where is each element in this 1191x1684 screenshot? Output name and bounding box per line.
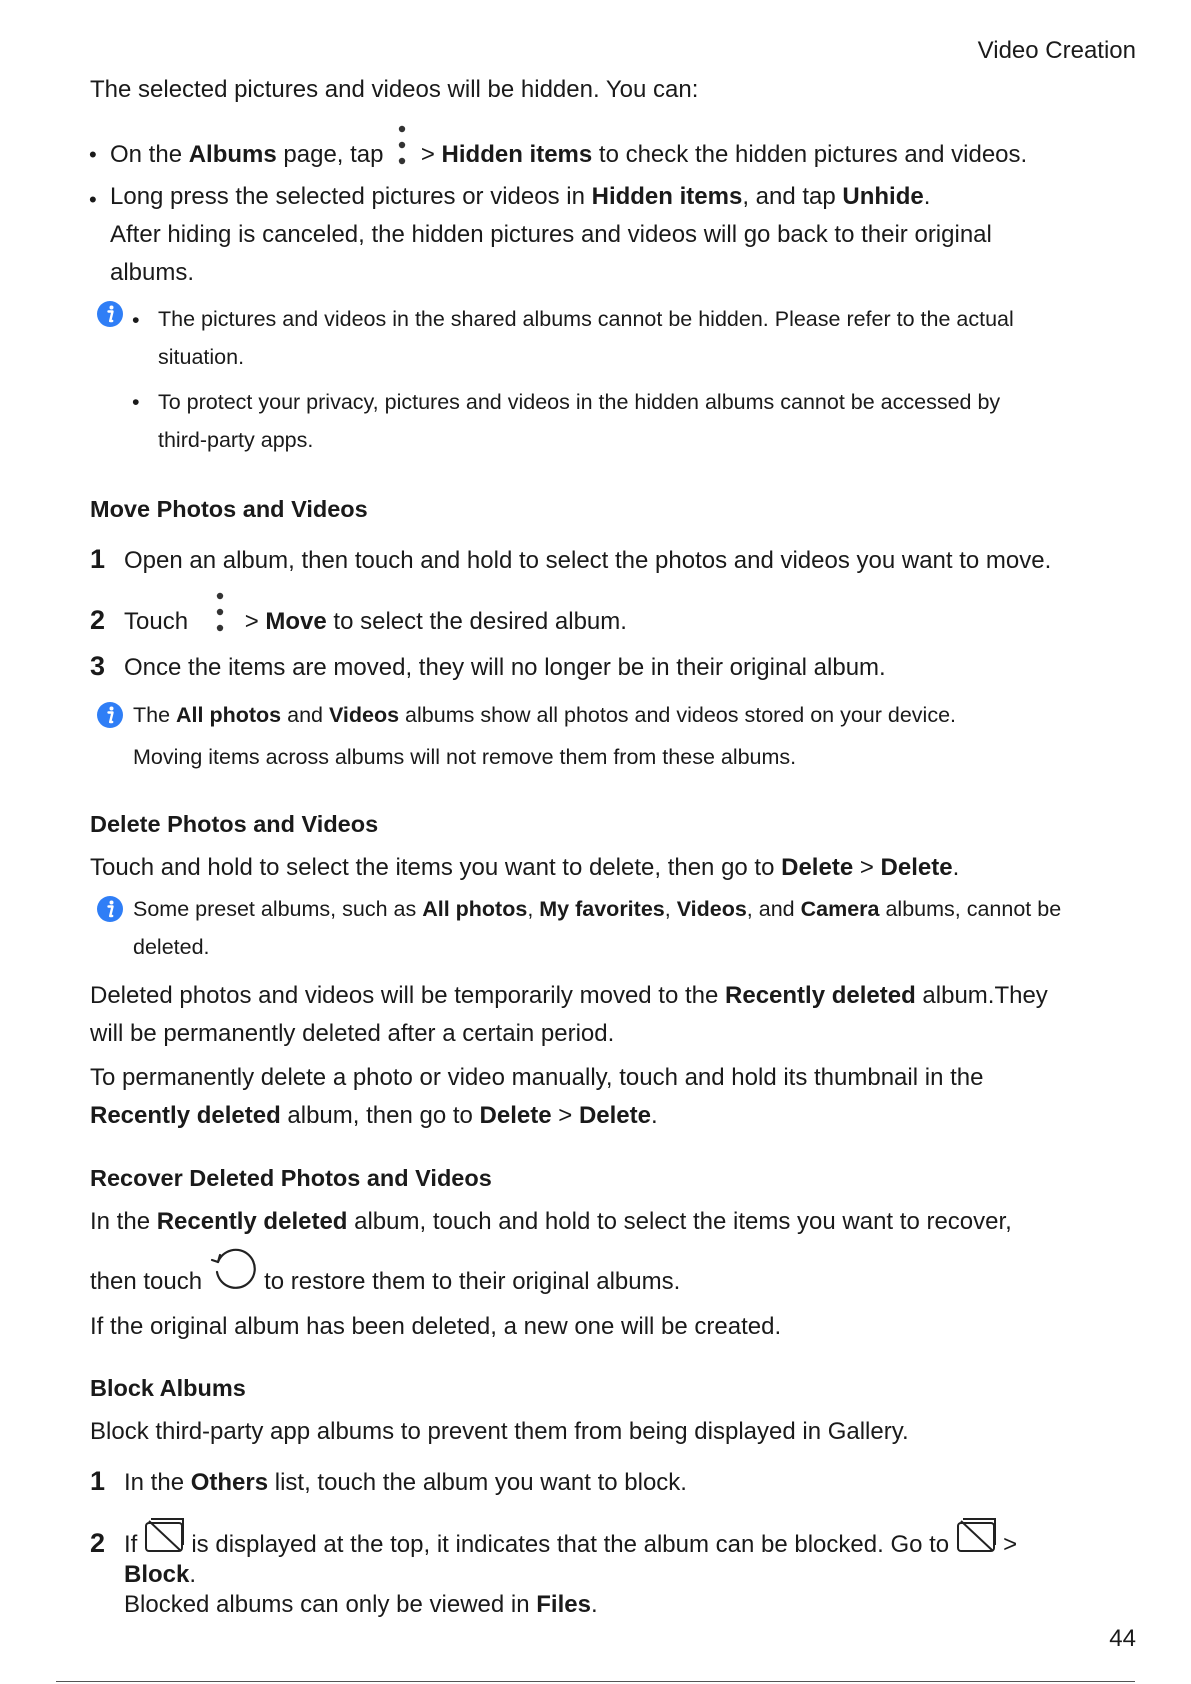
step-number: 1 (90, 544, 106, 574)
hide-bullet-2 (110, 182, 930, 212)
bullet-dot: • (89, 187, 97, 212)
all-photos-term: All photos (176, 703, 282, 727)
hidden-items-term: Hidden items (591, 183, 743, 210)
delete-term: Delete (781, 854, 854, 881)
unhide-term: Unhide (842, 183, 924, 210)
move-step-2 (124, 607, 627, 638)
text-run: The (133, 703, 177, 727)
all-photos-term: All photos (422, 897, 528, 921)
text-run: then touch (90, 1268, 203, 1295)
note-bullet-dot: • (132, 308, 140, 332)
section-heading-block: Block Albums (90, 1375, 246, 1401)
delete-term: Delete (479, 1102, 552, 1129)
block-step-2-note (124, 1590, 598, 1620)
recently-deleted-term: Recently deleted (156, 1208, 348, 1235)
text-run: to check the hidden pictures and videos. (592, 141, 1028, 168)
recently-deleted-term: Recently deleted (725, 982, 916, 1009)
block-step-1 (124, 1468, 687, 1498)
move-step-1: Open an album, then touch and hold to select the photos and videos you want to move. (124, 547, 1052, 574)
others-term: Others (190, 1469, 269, 1496)
info-icon (96, 895, 124, 923)
recently-deleted-term: Recently deleted (90, 1102, 281, 1129)
hide-note-2: To protect your privacy, pictures and videos in the hidden albums cannot be accessed by (158, 390, 1001, 414)
text-run: Touch (124, 608, 189, 635)
recover-line-1 (90, 1207, 1012, 1237)
hide-note-2-continued: third-party apps. (158, 428, 314, 452)
text-run: album, then go to (280, 1102, 480, 1129)
text-run: , (527, 897, 540, 921)
info-icon (96, 701, 124, 729)
text-run: is displayed at the top, it indicates that the album can be blocked. Go to (191, 1531, 950, 1558)
move-term: Move (265, 608, 327, 635)
text-run: Touch and hold to select the items you want to delete, then go to (90, 854, 782, 881)
text-run: Some preset albums, such as (133, 897, 423, 921)
hide-intro: The selected pictures and videos will be hidden. You can: (90, 76, 699, 103)
bullet-dot: • (89, 142, 97, 167)
text-run: albums show all photos and videos stored on your device. (399, 703, 957, 727)
text-run: In the (90, 1208, 157, 1235)
text-run: album.They (915, 982, 1048, 1009)
section-heading-delete: Delete Photos and Videos (90, 811, 379, 837)
block-icon (143, 1515, 187, 1555)
hide-bullet-2-continued: After hiding is canceled, the hidden pictures and videos will go back to their original (110, 221, 992, 248)
step-number: 2 (90, 1528, 106, 1558)
block-step-2-continued (124, 1560, 196, 1590)
text-run: Blocked albums can only be viewed in (124, 1591, 537, 1618)
text-run: If (124, 1531, 138, 1558)
text-run: > (853, 854, 881, 881)
more-vertical-icon (390, 123, 414, 171)
videos-term: Videos (676, 897, 747, 921)
text-run: and (281, 703, 329, 727)
text-run: to restore them to their original albums. (264, 1268, 681, 1295)
delete-term: Delete (880, 854, 953, 881)
text-run: Long press the selected pictures or videos in (110, 183, 592, 210)
text-run: . (650, 1102, 658, 1129)
text-run: > (551, 1102, 579, 1129)
recover-line-2 (90, 1267, 680, 1297)
text-run: album, touch and hold to select the items you want to recover, (347, 1208, 1012, 1235)
restore-icon (208, 1244, 256, 1292)
footer-rule (56, 1681, 1135, 1682)
text-run: , and (746, 897, 801, 921)
section-heading-move: Move Photos and Videos (90, 496, 368, 522)
text-run: . (923, 183, 931, 210)
delete-line-1 (90, 853, 959, 883)
text-run: On the (110, 141, 189, 168)
more-vertical-icon (208, 590, 232, 638)
albums-term: Albums (188, 141, 277, 168)
section-heading-recover: Recover Deleted Photos and Videos (90, 1165, 492, 1191)
delete-term: Delete (578, 1102, 651, 1129)
videos-term: Videos (328, 703, 400, 727)
text-run: > (1003, 1531, 1018, 1558)
step-number: 3 (90, 651, 106, 681)
hidden-items-term: Hidden items (441, 141, 593, 168)
text-run: In the (124, 1469, 191, 1496)
text-run: list, touch the album you want to block. (268, 1469, 687, 1496)
camera-term: Camera (800, 897, 880, 921)
recover-line-3: If the original album has been deleted, a new one will be created. (90, 1313, 782, 1340)
move-note-continued: Moving items across albums will not remove them from these albums. (133, 745, 797, 769)
move-step-3: Once the items are moved, they will no longer be in their original album. (124, 654, 886, 681)
hide-note-1: The pictures and videos in the shared albums cannot be hidden. Please refer to the actual (158, 307, 1014, 331)
move-note (133, 701, 956, 729)
delete-para-2-continued (90, 1101, 658, 1131)
page-number: 44 (1109, 1625, 1136, 1652)
hide-note-1-continued: situation. (158, 345, 245, 369)
text-run: albums, cannot be (879, 897, 1062, 921)
info-icon (96, 300, 124, 328)
delete-para-1 (90, 981, 1048, 1011)
files-term: Files (536, 1591, 591, 1618)
delete-para-1-continued: will be permanently deleted after a certain period. (90, 1020, 615, 1047)
delete-note (133, 895, 1061, 923)
block-step-2 (124, 1530, 1017, 1560)
text-run: . (189, 1561, 197, 1588)
block-intro: Block third-party app albums to prevent them from being displayed in Gallery. (90, 1418, 909, 1445)
delete-para-2: To permanently delete a photo or video manually, touch and hold its thumbnail in the (90, 1064, 984, 1091)
text-run: to select the desired album. (326, 608, 627, 635)
step-number: 2 (90, 605, 106, 635)
text-run: > (238, 608, 266, 635)
hide-bullet-2-continued: albums. (110, 259, 195, 286)
block-term: Block (124, 1561, 190, 1588)
hide-bullet-1 (110, 140, 1027, 171)
my-favorites-term: My favorites (539, 897, 665, 921)
text-run: , and tap (742, 183, 843, 210)
delete-note-continued: deleted. (133, 935, 210, 959)
running-header: Video Creation (977, 37, 1136, 64)
text-run: > (414, 141, 442, 168)
text-run: Deleted photos and videos will be temporarily moved to the (90, 982, 726, 1009)
text-run: page, tap (276, 141, 391, 168)
text-run: . (590, 1591, 598, 1618)
block-icon (955, 1515, 999, 1555)
text-run: , (664, 897, 677, 921)
text-run: . (952, 854, 960, 881)
step-number: 1 (90, 1466, 106, 1496)
note-bullet-dot: • (132, 390, 140, 414)
